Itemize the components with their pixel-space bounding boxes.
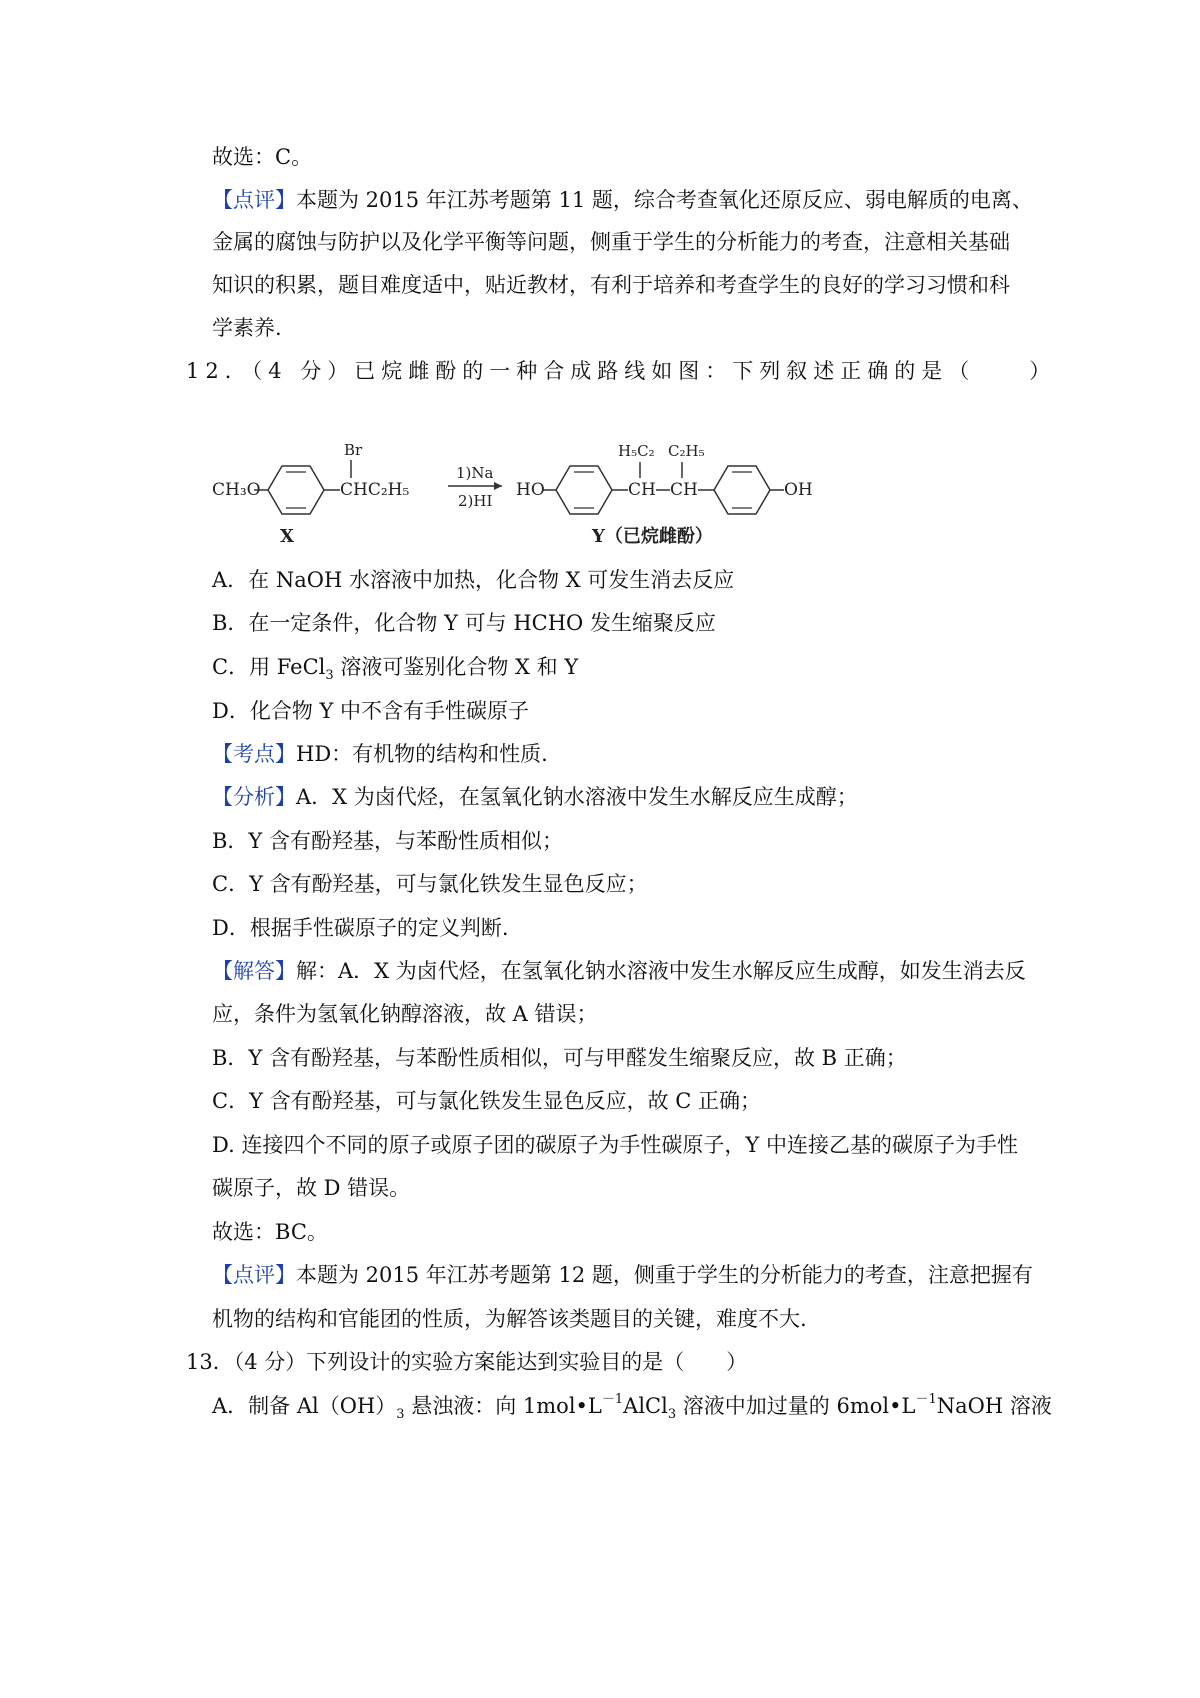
q11-answer: 故选：C。 xyxy=(212,145,313,169)
q12-fenxi-d: D．根据手性碳原子的定义判断. xyxy=(212,916,509,940)
q12-jieda-a2: 应，条件为氢氧化钠醇溶液，故 A 错误； xyxy=(212,1002,598,1026)
q13-opt-a-part: 溶液中加过量的 6mol•L xyxy=(676,1394,916,1418)
q11-comment-line-2: 金属的腐蚀与防护以及化学平衡等问题，侧重于学生的分析能力的考查，注意相关基础 xyxy=(212,230,1010,254)
x-side-chain-label: CHC₂H₅ xyxy=(340,480,410,500)
benzene-ring-x xyxy=(268,466,324,514)
q11-comment-line-3: 知识的积累，题目难度适中，贴近教材，有利于培养和考查学生的良好的学习习惯和科 xyxy=(212,273,1010,297)
fenxi-text: A．X 为卤代烃，在氢氧化钠水溶液中发生水解反应生成醇； xyxy=(296,785,858,809)
q12-fenxi-c: C．Y 含有酚羟基，可与氯化铁发生显色反应； xyxy=(212,872,648,896)
q13-opt-a-sub: 3 xyxy=(667,1407,677,1423)
q12-answer: 故选：BC。 xyxy=(212,1220,328,1244)
q12-option-b: B．在一定条件，化合物 Y 可与 HCHO 发生缩聚反应 xyxy=(212,611,716,635)
y-ho-left-label: HO xyxy=(516,480,545,500)
x-compound-label: X xyxy=(280,526,294,547)
comment-tag: 【点评】 xyxy=(212,188,296,212)
q12-fenxi-b: B．Y 含有酚羟基，与苯酚性质相似； xyxy=(212,829,563,853)
q12-jieda-d2: 碳原子，故 D 错误。 xyxy=(212,1176,411,1200)
fenxi-tag: 【分析】 xyxy=(212,785,296,809)
q13-opt-a-part: AlCl xyxy=(623,1394,668,1418)
q12-kaodian xyxy=(212,740,1032,768)
q13-opt-a-part: NaOH 溶液 xyxy=(936,1394,1052,1418)
q12-option-a: A．在 NaOH 水溶液中加热，化合物 X 可发生消去反应 xyxy=(212,568,735,592)
option-c-text-end: 溶液可鉴别化合物 X 和 Y xyxy=(333,655,579,679)
q13-opt-a-part: A．制备 Al（OH） xyxy=(212,1394,397,1418)
x-bromine-label: Br xyxy=(344,441,363,459)
y-compound-label: Y（已烷雌酚） xyxy=(592,526,713,547)
q12-comment-line-1 xyxy=(212,1261,1032,1289)
y-ethyl-b-label: C₂H₅ xyxy=(668,442,705,460)
q12-fenxi-a xyxy=(212,783,1032,811)
comment-text: 本题为 2015 年江苏考题第 11 题，综合考查氧化还原反应、弱电解质的电离、 xyxy=(296,188,1033,212)
y-ch-a-label: CH xyxy=(628,480,656,500)
benzene-ring-y-right xyxy=(714,466,770,514)
comment-tag: 【点评】 xyxy=(212,1263,296,1287)
jieda-tag: 【解答】 xyxy=(212,959,296,983)
reagent-1-label: 1)Na xyxy=(456,464,494,482)
y-ch-b-label: CH xyxy=(670,480,698,500)
option-c-subscript: 3 xyxy=(325,668,334,684)
kaodian-tag: 【考点】 xyxy=(212,742,296,766)
q12-jieda-b: B．Y 含有酚羟基，与苯酚性质相似，可与甲醛发生缩聚反应，故 B 正确； xyxy=(212,1046,907,1070)
q12-jieda-c: C．Y 含有酚羟基，可与氯化铁发生显色反应，故 C 正确； xyxy=(212,1089,762,1113)
q12-option-d: D．化合物 Y 中不含有手性碳原子 xyxy=(212,699,530,723)
y-oh-right-label: OH xyxy=(784,480,813,500)
q13-stem: 13．（4 分）下列设计的实验方案能达到实验目的是（ ） xyxy=(186,1350,748,1374)
reagent-2-label: 2)HI xyxy=(458,492,493,510)
benzene-ring-y-left xyxy=(556,466,612,514)
comment-text: 本题为 2015 年江苏考题第 12 题，侧重于学生的分析能力的考查，注意把握有 xyxy=(296,1263,1033,1287)
q13-opt-a-sup: －1 xyxy=(915,1392,937,1407)
q11-comment-line-4: 学素养. xyxy=(212,316,282,340)
q13-opt-a-sup: －1 xyxy=(601,1392,624,1407)
q11-comment-line-1 xyxy=(212,186,1032,214)
option-c-text: C．用 FeCl xyxy=(212,655,326,679)
jieda-text: 解：A．X 为卤代烃，在氢氧化钠水溶液中发生水解反应生成醇，如发生消去反 xyxy=(296,959,1026,983)
q12-stem: 12．（4 分）已烷雌酚的一种合成路线如图：下列叙述正确的是（ ） xyxy=(186,359,1057,383)
q12-jieda-a1 xyxy=(212,957,1032,985)
q12-jieda-d1: D. 连接四个不同的原子或原子团的碳原子为手性碳原子，Y 中连接乙基的碳原子为手性 xyxy=(212,1133,1018,1157)
q12-option-c xyxy=(212,653,1032,684)
kaodian-text: HD：有机物的结构和性质. xyxy=(296,742,548,766)
synthesis-scheme-figure xyxy=(212,440,912,550)
x-methoxy-label: CH₃O xyxy=(212,480,261,500)
q13-option-a xyxy=(212,1392,1052,1423)
y-ethyl-a-label: H₅C₂ xyxy=(618,442,655,460)
q12-comment-line-2: 机物的结构和官能团的性质，为解答该类题目的关键，难度不大. xyxy=(212,1307,807,1331)
q13-opt-a-part: 悬浊液：向 1mol•L xyxy=(404,1394,602,1418)
q13-opt-a-sub: 3 xyxy=(396,1407,405,1423)
